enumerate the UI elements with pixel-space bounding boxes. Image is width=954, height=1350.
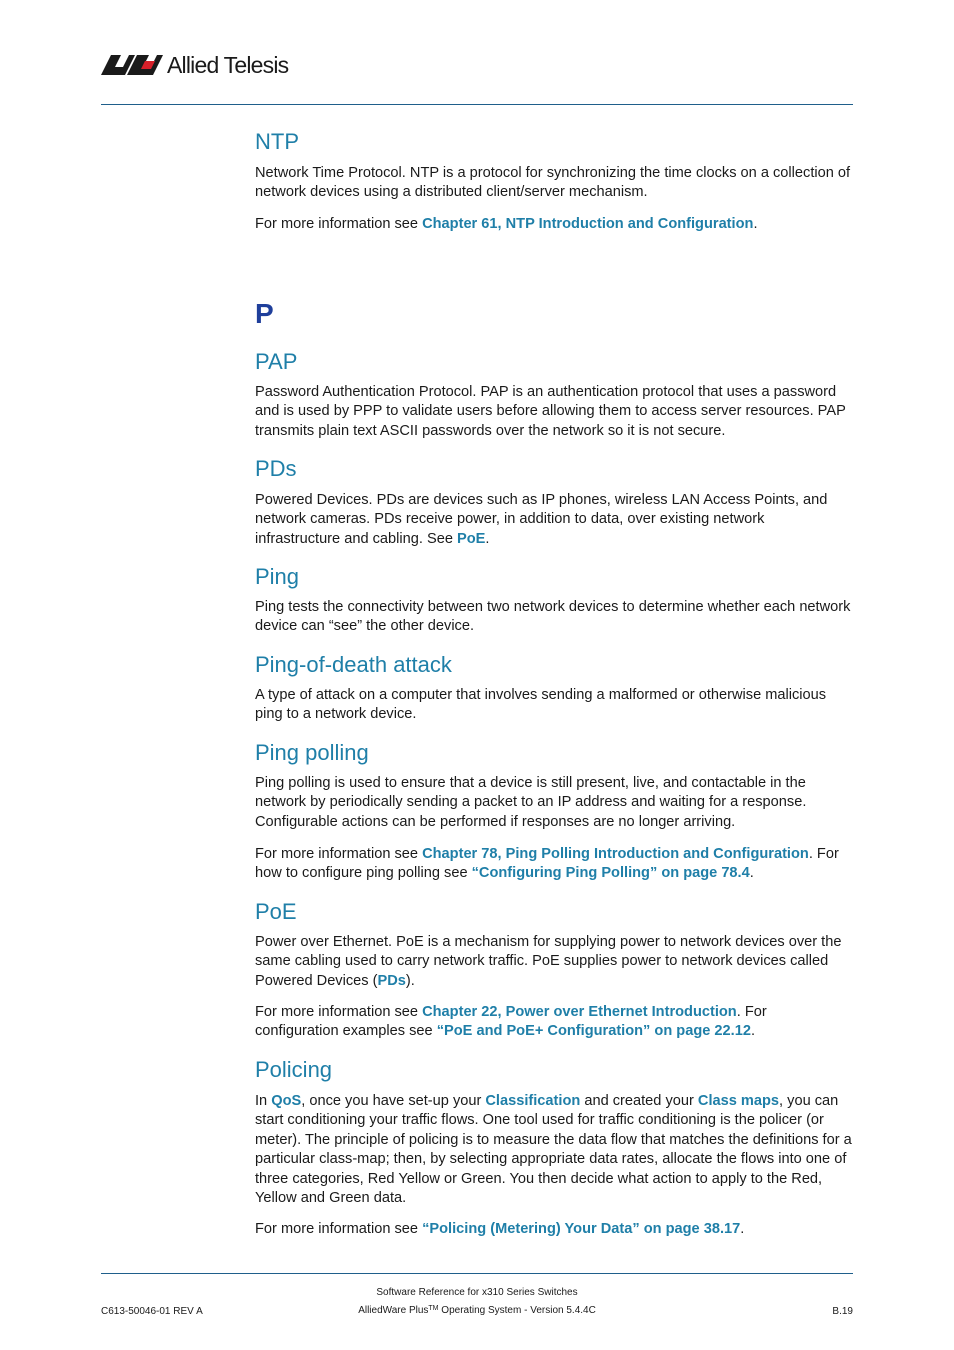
link-class-maps[interactable]: Class maps (697, 1093, 780, 1109)
logo-text: Allied Telesis (167, 52, 289, 78)
text: and created your (580, 1093, 698, 1109)
text: . For configuration examples see (255, 1004, 767, 1040)
ping-description: Ping tests the connectivity between two network devices to determine whether each network device can “see” the other device. (255, 599, 851, 635)
ping-polling-more-info (255, 845, 853, 884)
footer-page-number: B.19 (832, 1306, 853, 1317)
link-policing-data[interactable]: “Policing (Metering) Your Data” on page 38.17 (422, 1221, 741, 1237)
heading-ping-of-death: Ping-of-death attack (255, 652, 452, 677)
link-qos[interactable]: QoS (271, 1093, 302, 1109)
link-pds[interactable]: PDs (377, 972, 406, 989)
ntp-more-info (255, 215, 853, 234)
text: Operating System - Version 5.4.4C (438, 1305, 596, 1316)
pds-description (255, 491, 853, 549)
footer-rule (101, 1273, 853, 1274)
ping-of-death-description: A type of attack on a computer that involves sending a malformed or otherwise malicious ping to a network device. (255, 687, 827, 723)
ping-polling-description: Ping polling is used to ensure that a device is still present, live, and contactable in the network by periodically sending a packet to an IP address and waiting for a response. Configurable actions can be performed if responses are no longer arriving. (255, 775, 807, 830)
ntp-description: Network Time Protocol. NTP is a protocol for synchronizing the time clocks on a collection of network devices using a distributed client/server mechanism. (255, 165, 851, 201)
link-poe-chapter[interactable]: Chapter 22, Power over Ethernet Introduction (422, 1004, 737, 1020)
text: For more information see (255, 216, 423, 232)
policing-description (255, 1092, 853, 1208)
text: . (749, 865, 754, 882)
heading-ping-polling: Ping polling (255, 740, 369, 765)
text: AlliedWare Plus (358, 1305, 429, 1316)
heading-pds: PDs (255, 456, 297, 481)
text: . (485, 530, 490, 547)
link-ping-polling-chapter[interactable]: Chapter 78, Ping Polling Introduction and Configuration (422, 846, 809, 862)
footer-doc-id: C613-50046-01 REV A (101, 1306, 203, 1317)
text: For more information see (255, 1221, 423, 1237)
policing-more-info (255, 1220, 853, 1239)
link-ntp-chapter[interactable]: Chapter 61, NTP Introduction and Configuration (422, 216, 754, 232)
heading-ntp: NTP (255, 129, 299, 154)
link-classification[interactable]: Classification (485, 1093, 581, 1109)
letter-heading-p: P (255, 298, 274, 329)
allied-telesis-logo (101, 52, 288, 78)
link-poe[interactable]: PoE (457, 530, 486, 547)
link-poe-configuration[interactable]: “PoE and PoE+ Configuration” on page 22.12 (436, 1023, 751, 1040)
header-rule (101, 104, 853, 105)
poe-more-info (255, 1003, 853, 1042)
text: . For how to configure ping polling see (255, 846, 839, 882)
trademark: TM (428, 1305, 439, 1312)
footer-title: Software Reference for x310 Series Switches (376, 1287, 578, 1298)
text: , once you have set-up your (301, 1093, 486, 1109)
text: For more information see (255, 846, 423, 862)
heading-pap: PAP (255, 349, 298, 374)
text: . (740, 1221, 745, 1237)
text: For more information see (255, 1004, 423, 1020)
footer-version (277, 1305, 677, 1317)
link-configuring-ping-polling[interactable]: “Configuring Ping Polling” on page 78.4 (471, 865, 750, 882)
heading-poe: PoE (255, 899, 297, 924)
poe-description (255, 933, 853, 991)
heading-policing: Policing (255, 1057, 333, 1082)
text: , you can start conditioning your traffic flows. One tool used for traffic conditioning is the policer (or meter). The principle of policing is to measure the data flow that matches the definitions for a particular class-map; then, by selecting appropriate data rates, allocate the flows into one of three categories, Red Yellow or Green. You then decide what action to apply to the Red, Yellow and Green data. (255, 1093, 852, 1207)
text: Power over Ethernet. PoE is a mechanism for supplying power to network devices over the same cabling used to carry network traffic. PoE supplies power to network devices called Powered Devices ( (255, 934, 842, 989)
heading-ping: Ping (255, 564, 300, 589)
text: Powered Devices. PDs are devices such as IP phones, wireless LAN Access Points, and network cameras. PDs receive power, in addition to data, over existing network infrastructure and cabling. See (255, 492, 828, 547)
text: In (255, 1093, 272, 1109)
text: ). (405, 972, 415, 989)
logo-mark-icon (101, 55, 163, 75)
text: . (753, 216, 758, 232)
text: . (750, 1023, 755, 1040)
pap-description: Password Authentication Protocol. PAP is an authentication protocol that uses a password and is used by PPP to validate users before allowing them to access server resources. PAP transmits plain text ASCII passwords over the network so it is not secure. (255, 384, 846, 439)
